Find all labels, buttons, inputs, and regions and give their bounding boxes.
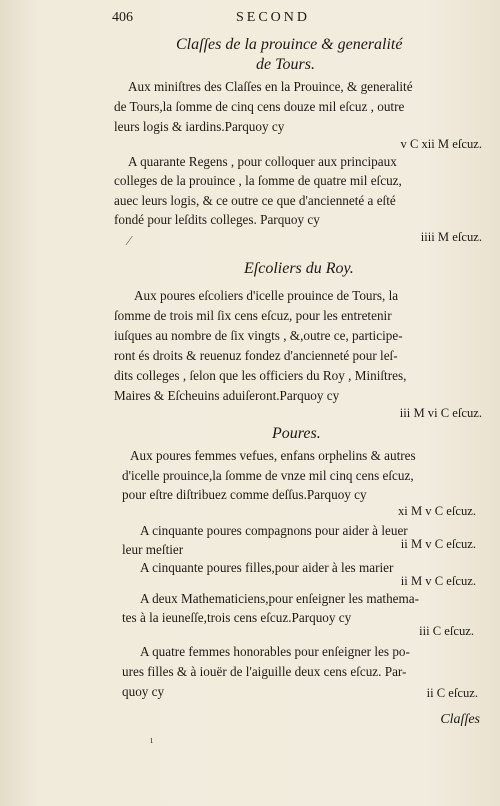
text-line: Aux poures eſcoliers d'icelle prouince de Tours, la [134, 288, 399, 303]
amount-line: ii M v C eſcuz. [400, 537, 476, 551]
margin-stroke: ⁄ [128, 234, 131, 249]
text-line: auec leurs logis, & ce outre ce que d'ancienneté a eſté [114, 193, 396, 208]
amount-line: xi M v C eſcuz. [398, 504, 476, 518]
text-line: Maires & Eſcheuins aduiſeront.Parquoy cy [114, 388, 340, 403]
text-line: tes à la ieuneſſe,trois cens eſcuz.Parquoy cy [122, 610, 352, 625]
stray-mark: ı [150, 734, 154, 746]
text-line: A quatre femmes honorables pour enſeigner les po- [140, 644, 410, 659]
text-line: fondé pour leſdits colleges. Parquoy cy [114, 212, 320, 227]
amount-line: ii M v C eſcuz. [400, 574, 476, 588]
amount-line: iiii M eſcuz. [420, 230, 482, 244]
text-line: quoy cy [122, 684, 165, 699]
catchword: Claſſes [440, 712, 480, 727]
text-line: A cinquante poures compagnons pour aider à leuer [140, 523, 408, 538]
text-line: Aux poures femmes vefues, enfans orphelins & autres [130, 448, 416, 463]
text-line: ures filles & à iouër de l'aiguille deux cens eſcuz. Par- [122, 664, 407, 679]
text-line: dits colleges , ſelon que les officiers du Roy , Miniſtres, [114, 368, 407, 383]
text-line: colleges de la prouince , la ſomme de quatre mil eſcuz, [114, 173, 402, 188]
text-line: A deux Mathematiciens,pour enſeigner les mathema- [140, 591, 420, 606]
text-line: A quarante Regens , pour colloquer aux principaux [128, 154, 397, 169]
text-line: A cinquante poures filles,pour aider à les marier [140, 560, 394, 575]
text-line: d'icelle prouince,la ſomme de vnze mil cinq cens eſcuz, [122, 468, 414, 483]
text-line: Aux miniſtres des Claſſes en la Prouince, & generalité [128, 79, 413, 94]
text-line: leurs logis & iardins.Parquoy cy [114, 119, 285, 134]
text-line: leur meſtier [122, 542, 184, 557]
running-head: SECOND [236, 10, 311, 25]
section-title-poures: Poures. [272, 425, 321, 442]
amount-line: v C xii M eſcuz. [400, 137, 482, 151]
text-line: iuſques au nombre de ſix vingts , &,outre ce, participe- [114, 328, 403, 343]
amount-line: ii C eſcuz. [426, 686, 478, 700]
text-line: de Tours,la ſomme de cinq cens douze mil eſcuz , outre [114, 99, 405, 114]
page-number: 406 [112, 10, 133, 25]
section-title-classes: Claſſes de la prouince & generalité [176, 36, 403, 53]
amount-line: iii M vi C eſcuz. [399, 406, 482, 420]
section-title-escoliers: Eſcoliers du Roy. [244, 260, 354, 277]
text-line: ſomme de trois mil ſix cens eſcuz, pour les entretenir [114, 308, 392, 323]
section-title-classes-line2: de Tours. [256, 56, 315, 73]
amount-line: iii C eſcuz. [419, 624, 474, 638]
text-line: pour eſtre diſtribuez comme deſſus.Parquoy cy [122, 487, 367, 502]
text-line: ront és droits & reuenuz fondez d'ancienneté pour leſ- [114, 348, 398, 363]
